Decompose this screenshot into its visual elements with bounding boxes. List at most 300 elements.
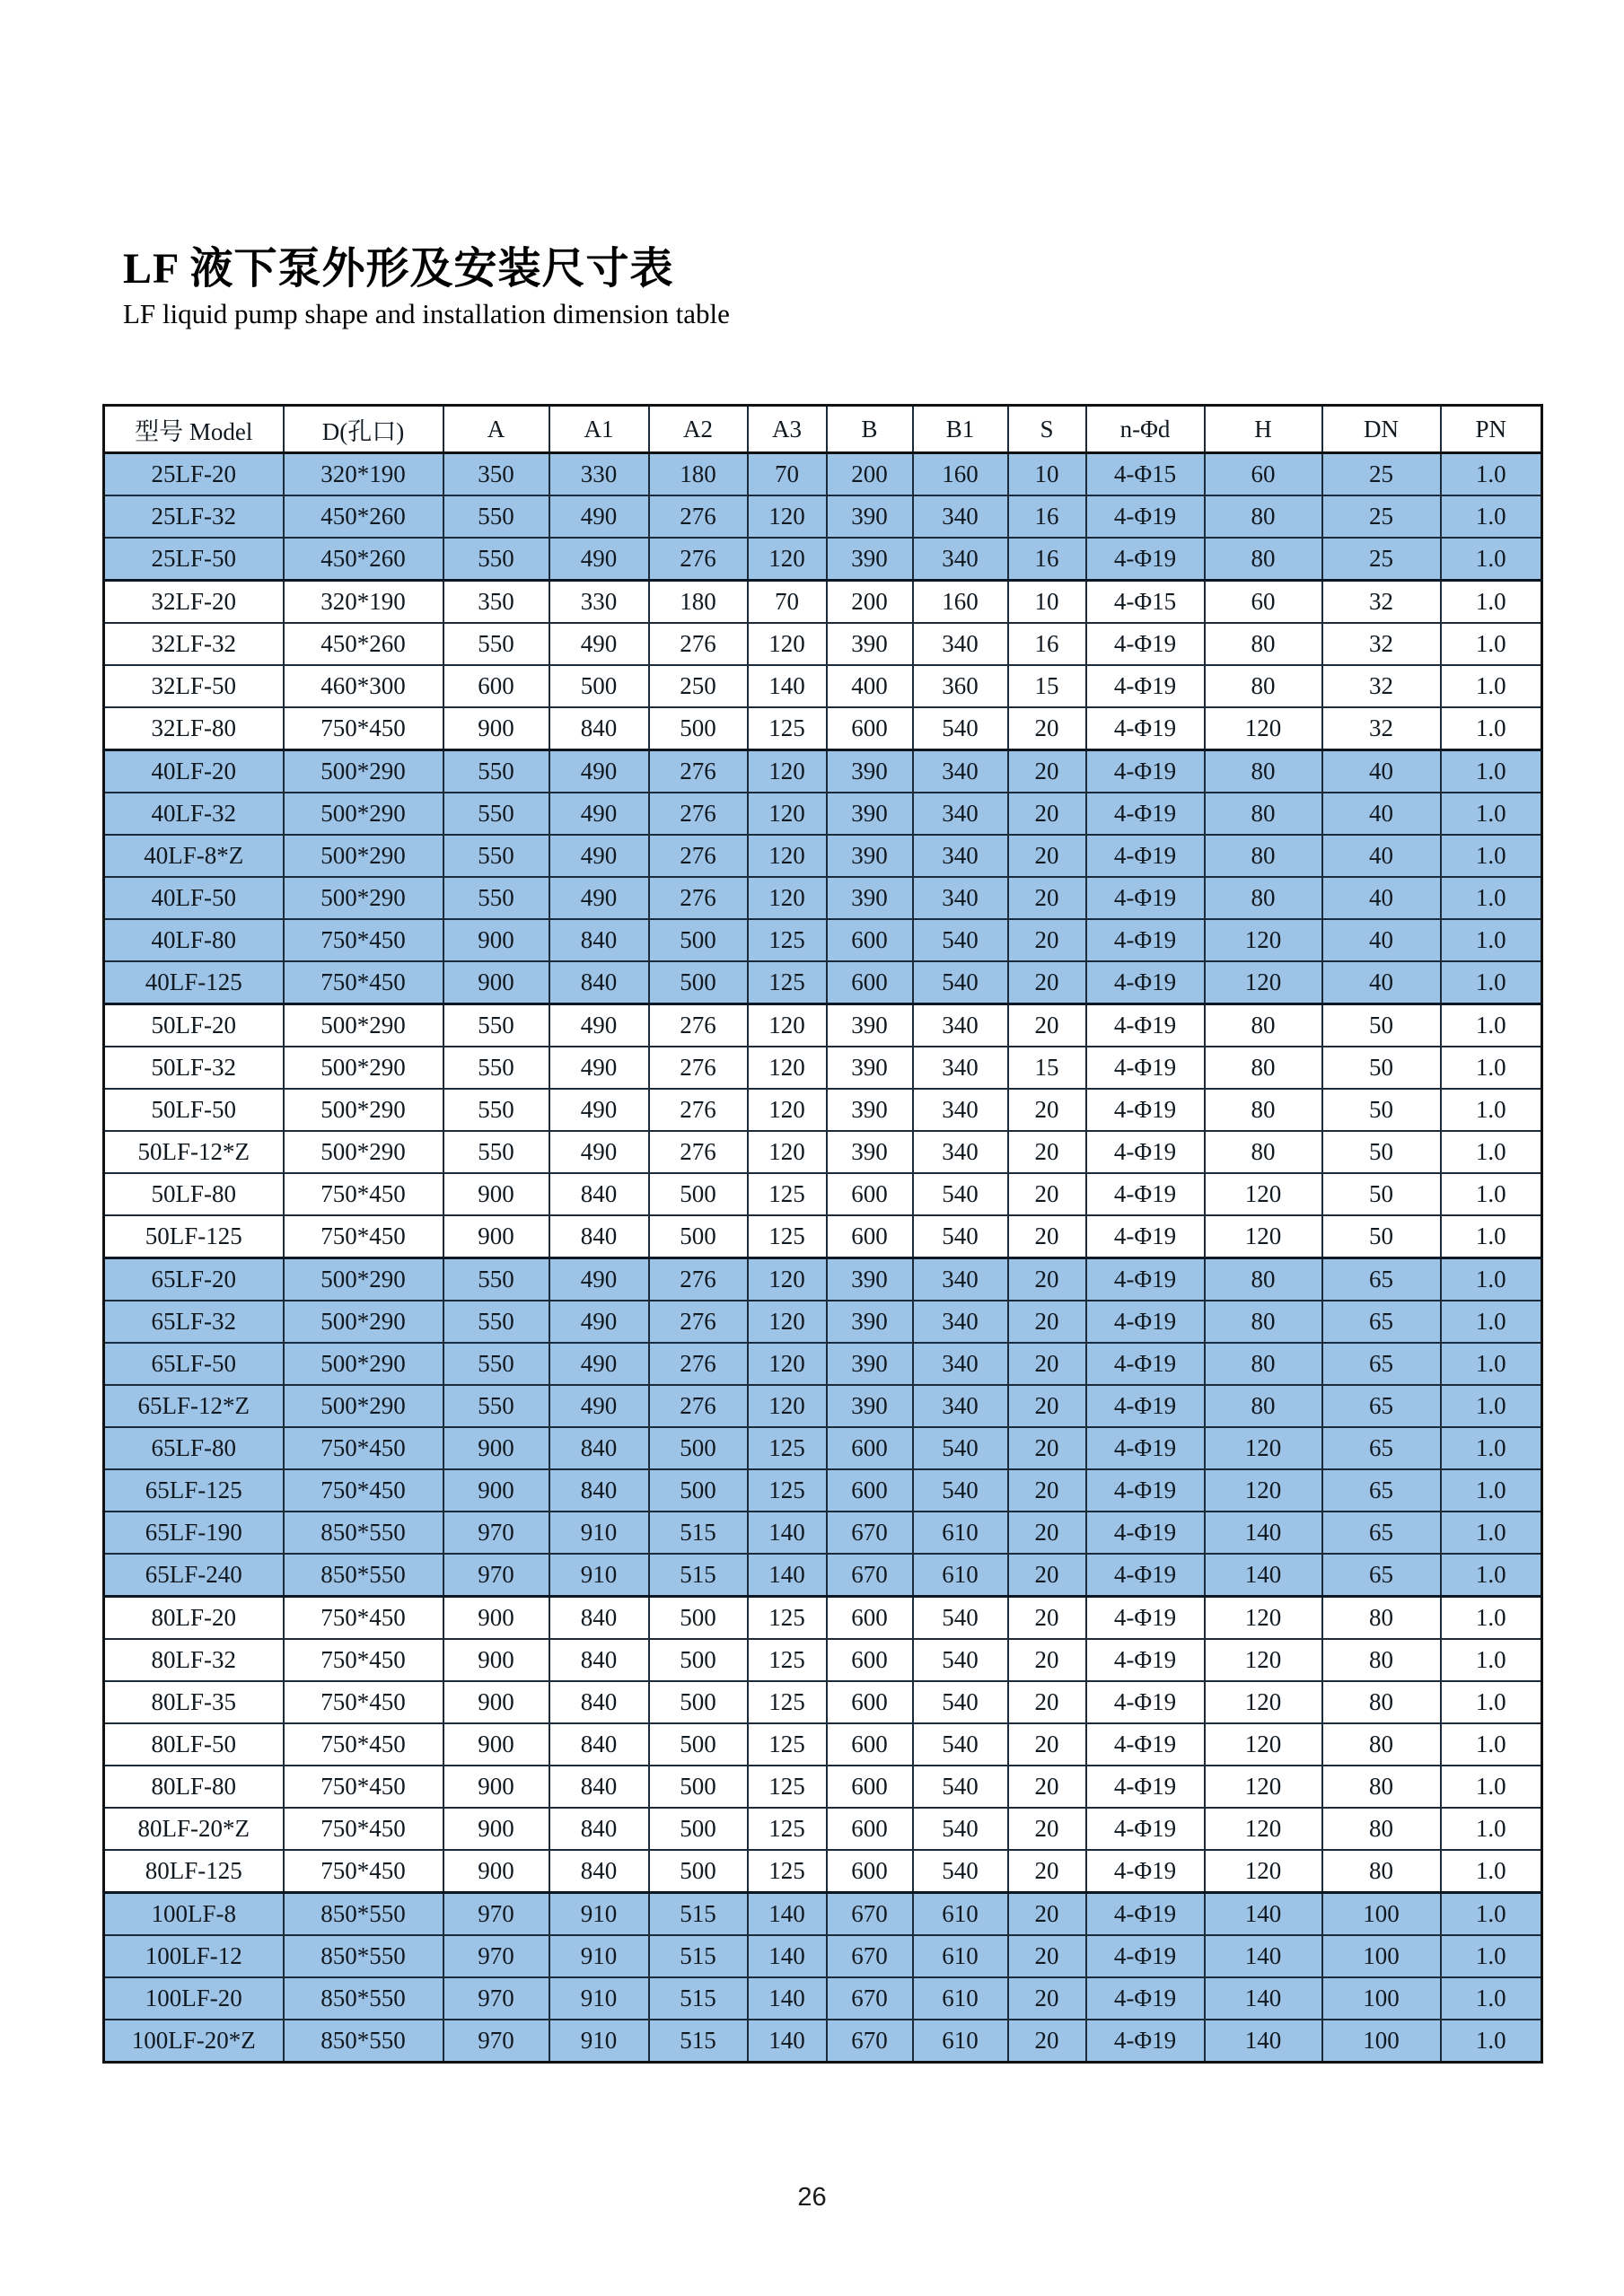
value-cell: 1.0: [1441, 1977, 1542, 2020]
value-cell: 140: [748, 1893, 827, 1936]
value-cell: 900: [443, 707, 549, 750]
value-cell: 670: [827, 1893, 913, 1936]
value-cell: 80: [1322, 1681, 1441, 1723]
value-cell: 60: [1205, 581, 1322, 624]
model-cell: 40LF-20: [104, 750, 284, 793]
value-cell: 4-Φ19: [1086, 1047, 1205, 1089]
value-cell: 140: [1205, 1977, 1322, 2020]
value-cell: 840: [549, 1681, 649, 1723]
value-cell: 500*290: [284, 1258, 443, 1301]
value-cell: 1.0: [1441, 538, 1542, 581]
model-cell: 32LF-50: [104, 665, 284, 707]
value-cell: 600: [827, 919, 913, 961]
value-cell: 390: [827, 1385, 913, 1427]
value-cell: 80: [1322, 1597, 1441, 1640]
table-row: [104, 1766, 1542, 1808]
model-cell: 65LF-125: [104, 1469, 284, 1512]
value-cell: 20: [1008, 1766, 1086, 1808]
value-cell: 4-Φ15: [1086, 453, 1205, 496]
value-cell: 1.0: [1441, 1893, 1542, 1936]
value-cell: 900: [443, 961, 549, 1004]
value-cell: 125: [748, 1639, 827, 1681]
value-cell: 276: [649, 877, 748, 919]
value-cell: 670: [827, 2020, 913, 2063]
value-cell: 1.0: [1441, 495, 1542, 538]
value-cell: 120: [1205, 1173, 1322, 1215]
model-cell: 40LF-50: [104, 877, 284, 919]
value-cell: 600: [827, 1808, 913, 1850]
value-cell: 390: [827, 623, 913, 665]
value-cell: 500: [649, 1427, 748, 1469]
value-cell: 550: [443, 793, 549, 835]
value-cell: 140: [748, 1512, 827, 1554]
value-cell: 500*290: [284, 1131, 443, 1173]
value-cell: 80: [1205, 877, 1322, 919]
value-cell: 610: [913, 1554, 1008, 1597]
value-cell: 670: [827, 1512, 913, 1554]
value-cell: 1.0: [1441, 453, 1542, 496]
value-cell: 65: [1322, 1427, 1441, 1469]
table-row: [104, 707, 1542, 750]
value-cell: 550: [443, 1047, 549, 1089]
value-cell: 276: [649, 1047, 748, 1089]
value-cell: 65: [1322, 1258, 1441, 1301]
model-cell: 65LF-190: [104, 1512, 284, 1554]
table-row: [104, 1808, 1542, 1850]
column-header-1: D(孔口): [284, 406, 443, 453]
value-cell: 50: [1322, 1215, 1441, 1258]
value-cell: 340: [913, 835, 1008, 877]
value-cell: 750*450: [284, 919, 443, 961]
value-cell: 540: [913, 1427, 1008, 1469]
value-cell: 670: [827, 1554, 913, 1597]
column-header-9: n-Φd: [1086, 406, 1205, 453]
model-cell: 32LF-20: [104, 581, 284, 624]
value-cell: 600: [827, 1723, 913, 1766]
value-cell: 600: [827, 1850, 913, 1893]
value-cell: 20: [1008, 1385, 1086, 1427]
value-cell: 20: [1008, 961, 1086, 1004]
value-cell: 500: [649, 707, 748, 750]
value-cell: 250: [649, 665, 748, 707]
value-cell: 550: [443, 1131, 549, 1173]
table-row: [104, 1215, 1542, 1258]
value-cell: 900: [443, 1173, 549, 1215]
value-cell: 4-Φ19: [1086, 1258, 1205, 1301]
value-cell: 70: [748, 581, 827, 624]
value-cell: 20: [1008, 1427, 1086, 1469]
value-cell: 1.0: [1441, 1554, 1542, 1597]
value-cell: 4-Φ19: [1086, 1808, 1205, 1850]
value-cell: 80: [1205, 1089, 1322, 1131]
model-cell: 80LF-125: [104, 1850, 284, 1893]
value-cell: 540: [913, 1850, 1008, 1893]
value-cell: 390: [827, 1004, 913, 1047]
value-cell: 500*290: [284, 877, 443, 919]
value-cell: 140: [1205, 2020, 1322, 2063]
value-cell: 4-Φ19: [1086, 1131, 1205, 1173]
value-cell: 850*550: [284, 1935, 443, 1977]
value-cell: 20: [1008, 1935, 1086, 1977]
value-cell: 125: [748, 1173, 827, 1215]
value-cell: 120: [1205, 1850, 1322, 1893]
value-cell: 900: [443, 919, 549, 961]
value-cell: 80: [1205, 1385, 1322, 1427]
value-cell: 330: [549, 453, 649, 496]
value-cell: 750*450: [284, 1766, 443, 1808]
value-cell: 750*450: [284, 1597, 443, 1640]
column-header-10: H: [1205, 406, 1322, 453]
value-cell: 4-Φ19: [1086, 919, 1205, 961]
value-cell: 340: [913, 1301, 1008, 1343]
value-cell: 120: [1205, 1639, 1322, 1681]
value-cell: 20: [1008, 919, 1086, 961]
model-cell: 65LF-32: [104, 1301, 284, 1343]
value-cell: 4-Φ19: [1086, 1893, 1205, 1936]
value-cell: 120: [1205, 961, 1322, 1004]
value-cell: 4-Φ19: [1086, 2020, 1205, 2063]
value-cell: 4-Φ19: [1086, 1977, 1205, 2020]
value-cell: 10: [1008, 581, 1086, 624]
value-cell: 515: [649, 1512, 748, 1554]
value-cell: 1.0: [1441, 961, 1542, 1004]
value-cell: 970: [443, 2020, 549, 2063]
value-cell: 600: [827, 707, 913, 750]
value-cell: 4-Φ19: [1086, 1512, 1205, 1554]
value-cell: 20: [1008, 1639, 1086, 1681]
value-cell: 515: [649, 1935, 748, 1977]
column-header-8: S: [1008, 406, 1086, 453]
value-cell: 540: [913, 1639, 1008, 1681]
value-cell: 120: [1205, 1681, 1322, 1723]
value-cell: 970: [443, 1935, 549, 1977]
value-cell: 140: [1205, 1554, 1322, 1597]
value-cell: 80: [1205, 835, 1322, 877]
value-cell: 20: [1008, 1089, 1086, 1131]
value-cell: 40: [1322, 835, 1441, 877]
value-cell: 4-Φ19: [1086, 1850, 1205, 1893]
value-cell: 970: [443, 1554, 549, 1597]
value-cell: 490: [549, 1047, 649, 1089]
value-cell: 16: [1008, 538, 1086, 581]
value-cell: 120: [748, 1089, 827, 1131]
table-row: [104, 1131, 1542, 1173]
model-cell: 80LF-32: [104, 1639, 284, 1681]
value-cell: 1.0: [1441, 1173, 1542, 1215]
value-cell: 200: [827, 453, 913, 496]
value-cell: 125: [748, 1766, 827, 1808]
value-cell: 550: [443, 1385, 549, 1427]
value-cell: 20: [1008, 1554, 1086, 1597]
value-cell: 120: [748, 750, 827, 793]
value-cell: 400: [827, 665, 913, 707]
value-cell: 750*450: [284, 707, 443, 750]
value-cell: 276: [649, 1004, 748, 1047]
column-header-7: B1: [913, 406, 1008, 453]
value-cell: 120: [1205, 1723, 1322, 1766]
value-cell: 80: [1322, 1639, 1441, 1681]
value-cell: 490: [549, 1301, 649, 1343]
value-cell: 80: [1205, 1004, 1322, 1047]
value-cell: 490: [549, 1258, 649, 1301]
value-cell: 4-Φ19: [1086, 1766, 1205, 1808]
value-cell: 515: [649, 1977, 748, 2020]
value-cell: 276: [649, 1301, 748, 1343]
value-cell: 1.0: [1441, 1850, 1542, 1893]
value-cell: 600: [827, 1427, 913, 1469]
value-cell: 840: [549, 1639, 649, 1681]
value-cell: 550: [443, 1004, 549, 1047]
value-cell: 70: [748, 453, 827, 496]
value-cell: 140: [748, 2020, 827, 2063]
value-cell: 550: [443, 538, 549, 581]
value-cell: 276: [649, 623, 748, 665]
value-cell: 750*450: [284, 1469, 443, 1512]
value-cell: 550: [443, 1343, 549, 1385]
value-cell: 1.0: [1441, 750, 1542, 793]
value-cell: 540: [913, 1766, 1008, 1808]
value-cell: 32: [1322, 623, 1441, 665]
value-cell: 900: [443, 1639, 549, 1681]
value-cell: 80: [1322, 1766, 1441, 1808]
value-cell: 340: [913, 538, 1008, 581]
value-cell: 350: [443, 581, 549, 624]
table-row: [104, 877, 1542, 919]
value-cell: 4-Φ19: [1086, 623, 1205, 665]
value-cell: 32: [1322, 665, 1441, 707]
value-cell: 80: [1205, 1343, 1322, 1385]
value-cell: 500*290: [284, 793, 443, 835]
value-cell: 120: [748, 1004, 827, 1047]
value-cell: 40: [1322, 793, 1441, 835]
table-row: [104, 1047, 1542, 1089]
value-cell: 20: [1008, 1301, 1086, 1343]
table-row: [104, 750, 1542, 793]
value-cell: 120: [1205, 919, 1322, 961]
value-cell: 4-Φ19: [1086, 1723, 1205, 1766]
value-cell: 276: [649, 1089, 748, 1131]
value-cell: 50: [1322, 1173, 1441, 1215]
value-cell: 900: [443, 1808, 549, 1850]
value-cell: 550: [443, 750, 549, 793]
value-cell: 1.0: [1441, 1597, 1542, 1640]
value-cell: 4-Φ19: [1086, 1215, 1205, 1258]
value-cell: 160: [913, 453, 1008, 496]
value-cell: 120: [748, 1385, 827, 1427]
page-title: LF 液下泵外形及安装尺寸表: [123, 245, 674, 293]
model-cell: 50LF-20: [104, 1004, 284, 1047]
value-cell: 450*260: [284, 623, 443, 665]
value-cell: 390: [827, 750, 913, 793]
value-cell: 160: [913, 581, 1008, 624]
value-cell: 450*260: [284, 495, 443, 538]
value-cell: 80: [1205, 750, 1322, 793]
value-cell: 4-Φ19: [1086, 1385, 1205, 1427]
value-cell: 850*550: [284, 1554, 443, 1597]
value-cell: 1.0: [1441, 919, 1542, 961]
model-cell: 100LF-8: [104, 1893, 284, 1936]
model-cell: 40LF-80: [104, 919, 284, 961]
value-cell: 20: [1008, 1258, 1086, 1301]
model-cell: 40LF-125: [104, 961, 284, 1004]
value-cell: 125: [748, 1808, 827, 1850]
value-cell: 540: [913, 1469, 1008, 1512]
value-cell: 910: [549, 2020, 649, 2063]
value-cell: 20: [1008, 835, 1086, 877]
table-header: [104, 406, 1542, 453]
value-cell: 490: [549, 495, 649, 538]
value-cell: 100: [1322, 1893, 1441, 1936]
value-cell: 500: [649, 1215, 748, 1258]
value-cell: 340: [913, 1258, 1008, 1301]
value-cell: 600: [827, 1681, 913, 1723]
value-cell: 276: [649, 835, 748, 877]
value-cell: 4-Φ19: [1086, 495, 1205, 538]
value-cell: 900: [443, 1597, 549, 1640]
column-header-11: DN: [1322, 406, 1441, 453]
value-cell: 390: [827, 1047, 913, 1089]
value-cell: 750*450: [284, 1427, 443, 1469]
value-cell: 340: [913, 1004, 1008, 1047]
model-cell: 65LF-50: [104, 1343, 284, 1385]
column-header-4: A2: [649, 406, 748, 453]
value-cell: 750*450: [284, 1215, 443, 1258]
value-cell: 500: [549, 665, 649, 707]
value-cell: 10: [1008, 453, 1086, 496]
value-cell: 910: [549, 1512, 649, 1554]
value-cell: 1.0: [1441, 1215, 1542, 1258]
value-cell: 390: [827, 1131, 913, 1173]
value-cell: 490: [549, 538, 649, 581]
value-cell: 340: [913, 1047, 1008, 1089]
value-cell: 25: [1322, 453, 1441, 496]
value-cell: 140: [1205, 1893, 1322, 1936]
dimension-table-wrap: [102, 404, 1543, 2064]
model-cell: 25LF-32: [104, 495, 284, 538]
value-cell: 4-Φ19: [1086, 793, 1205, 835]
value-cell: 4-Φ19: [1086, 1554, 1205, 1597]
value-cell: 120: [748, 623, 827, 665]
value-cell: 20: [1008, 750, 1086, 793]
model-cell: 32LF-80: [104, 707, 284, 750]
value-cell: 20: [1008, 2020, 1086, 2063]
value-cell: 540: [913, 1215, 1008, 1258]
value-cell: 490: [549, 793, 649, 835]
value-cell: 20: [1008, 1469, 1086, 1512]
table-row: [104, 793, 1542, 835]
value-cell: 1.0: [1441, 1639, 1542, 1681]
value-cell: 840: [549, 1850, 649, 1893]
value-cell: 1.0: [1441, 1723, 1542, 1766]
value-cell: 600: [827, 1597, 913, 1640]
value-cell: 750*450: [284, 1723, 443, 1766]
value-cell: 840: [549, 1808, 649, 1850]
model-cell: 80LF-20: [104, 1597, 284, 1640]
value-cell: 850*550: [284, 1977, 443, 2020]
value-cell: 670: [827, 1935, 913, 1977]
value-cell: 4-Φ19: [1086, 665, 1205, 707]
value-cell: 460*300: [284, 665, 443, 707]
value-cell: 20: [1008, 1004, 1086, 1047]
value-cell: 550: [443, 835, 549, 877]
value-cell: 80: [1205, 623, 1322, 665]
table-row: [104, 1343, 1542, 1385]
value-cell: 610: [913, 1977, 1008, 2020]
value-cell: 840: [549, 1597, 649, 1640]
value-cell: 540: [913, 1173, 1008, 1215]
value-cell: 20: [1008, 1723, 1086, 1766]
column-header-5: A3: [748, 406, 827, 453]
value-cell: 140: [748, 1977, 827, 2020]
value-cell: 120: [748, 877, 827, 919]
value-cell: 120: [748, 793, 827, 835]
value-cell: 500: [649, 1469, 748, 1512]
value-cell: 390: [827, 1258, 913, 1301]
value-cell: 80: [1205, 1258, 1322, 1301]
page-number: 26: [797, 2183, 827, 2212]
value-cell: 120: [748, 1131, 827, 1173]
value-cell: 4-Φ19: [1086, 1173, 1205, 1215]
value-cell: 390: [827, 495, 913, 538]
value-cell: 125: [748, 1469, 827, 1512]
table-row: [104, 1935, 1542, 1977]
value-cell: 1.0: [1441, 1681, 1542, 1723]
value-cell: 320*190: [284, 453, 443, 496]
value-cell: 540: [913, 1681, 1008, 1723]
table-row: [104, 453, 1542, 496]
value-cell: 840: [549, 1766, 649, 1808]
value-cell: 4-Φ19: [1086, 1427, 1205, 1469]
value-cell: 900: [443, 1850, 549, 1893]
value-cell: 1.0: [1441, 1301, 1542, 1343]
value-cell: 1.0: [1441, 1427, 1542, 1469]
value-cell: 20: [1008, 877, 1086, 919]
value-cell: 500*290: [284, 1004, 443, 1047]
value-cell: 1.0: [1441, 1766, 1542, 1808]
value-cell: 340: [913, 623, 1008, 665]
value-cell: 20: [1008, 1597, 1086, 1640]
table-row: [104, 1173, 1542, 1215]
value-cell: 276: [649, 495, 748, 538]
value-cell: 500*290: [284, 835, 443, 877]
value-cell: 4-Φ19: [1086, 750, 1205, 793]
value-cell: 1.0: [1441, 707, 1542, 750]
value-cell: 390: [827, 1343, 913, 1385]
value-cell: 65: [1322, 1343, 1441, 1385]
value-cell: 20: [1008, 707, 1086, 750]
value-cell: 540: [913, 1808, 1008, 1850]
model-cell: 50LF-125: [104, 1215, 284, 1258]
value-cell: 550: [443, 623, 549, 665]
value-cell: 350: [443, 453, 549, 496]
value-cell: 80: [1322, 1850, 1441, 1893]
table-row: [104, 1723, 1542, 1766]
value-cell: 910: [549, 1977, 649, 2020]
value-cell: 1.0: [1441, 1131, 1542, 1173]
model-cell: 65LF-20: [104, 1258, 284, 1301]
value-cell: 840: [549, 707, 649, 750]
header-row: [104, 406, 1542, 453]
value-cell: 500*290: [284, 1089, 443, 1131]
value-cell: 500: [649, 1597, 748, 1640]
model-cell: 50LF-32: [104, 1047, 284, 1089]
value-cell: 20: [1008, 1343, 1086, 1385]
table-row: [104, 919, 1542, 961]
value-cell: 610: [913, 1935, 1008, 1977]
value-cell: 1.0: [1441, 1258, 1542, 1301]
model-cell: 50LF-12*Z: [104, 1131, 284, 1173]
column-header-3: A1: [549, 406, 649, 453]
